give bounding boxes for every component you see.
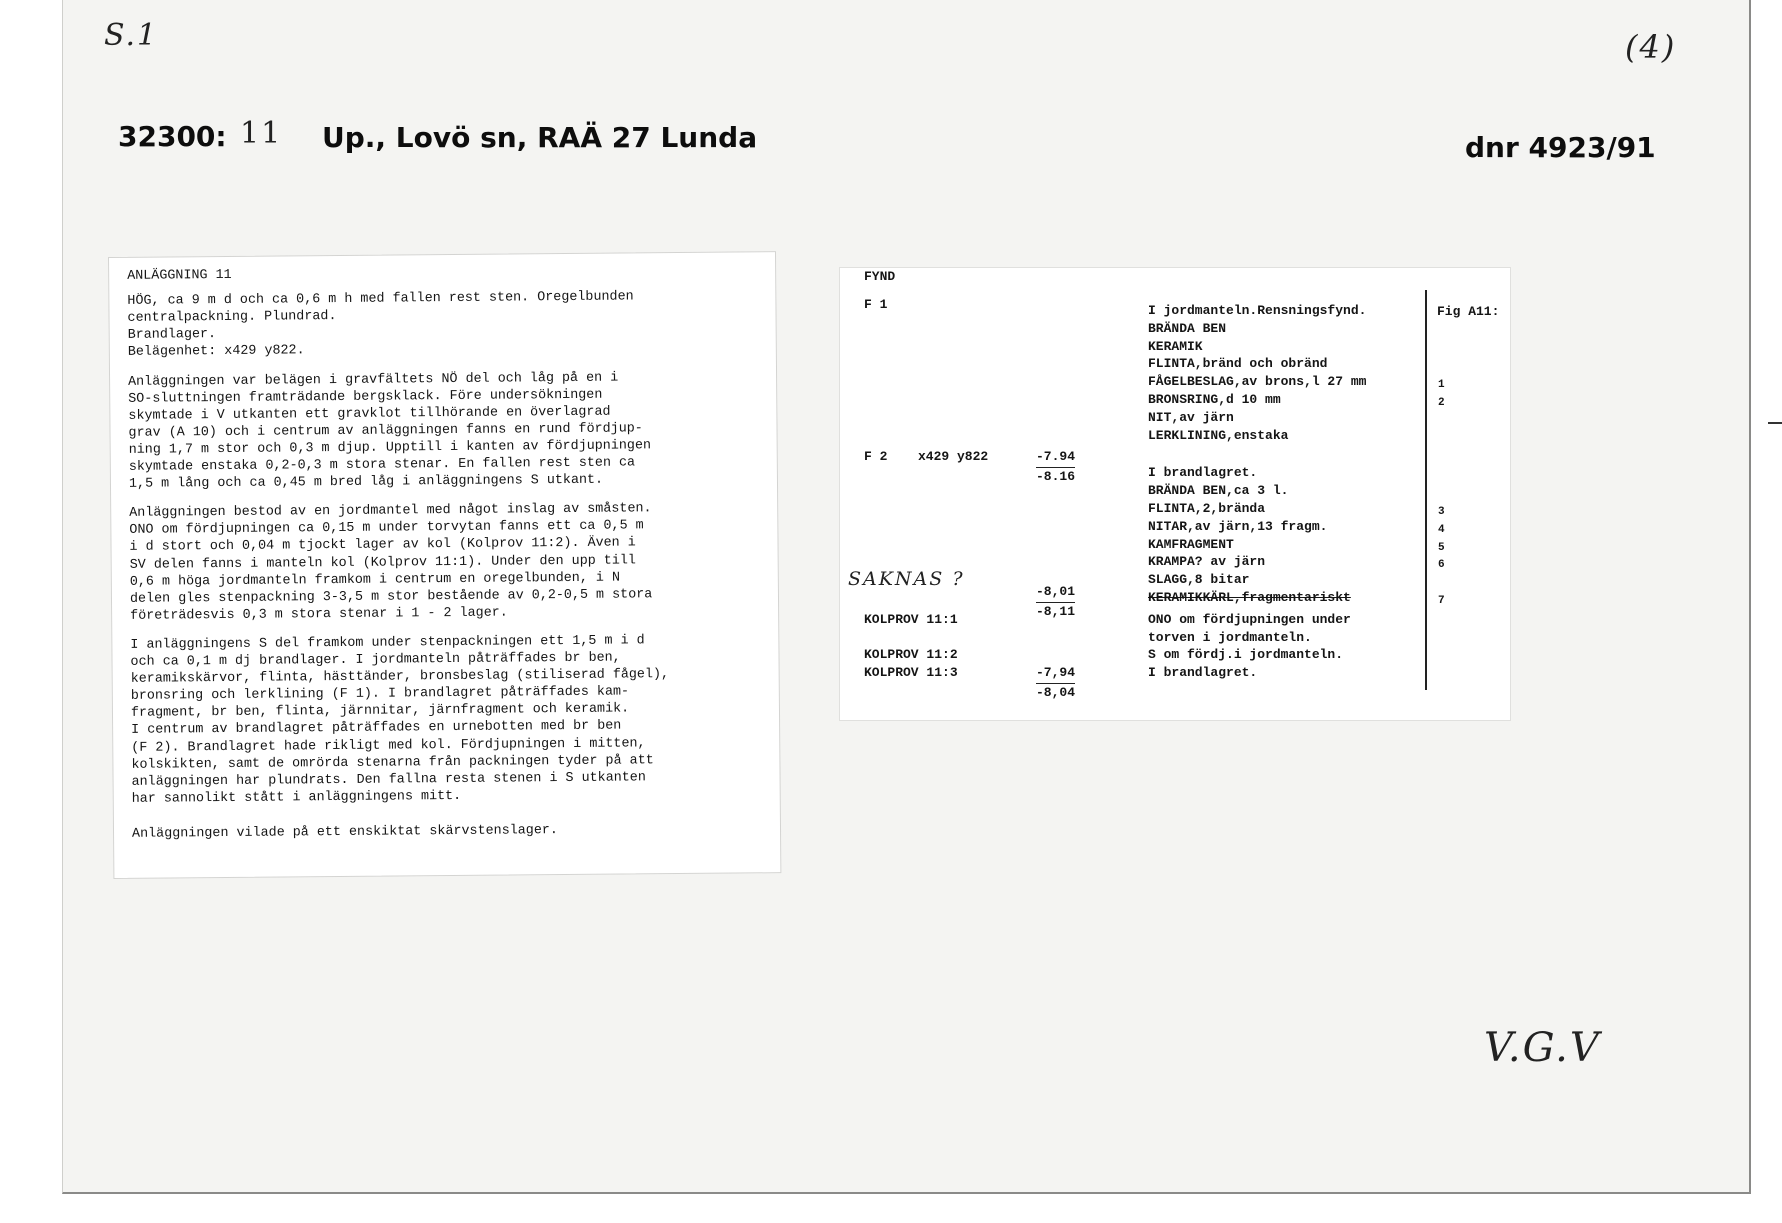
- sample-note: I brandlagret.: [1148, 665, 1258, 681]
- find-item: KAMFRAGMENT: [1148, 536, 1234, 552]
- depth-bottom: -8,04: [1036, 684, 1076, 700]
- description-line: fragment, br ben, flinta, järnnitar, järnfragment och keramik.: [130, 701, 630, 722]
- find-item: NITAR,av järn,13 fragm.: [1148, 518, 1328, 534]
- sample-label: KOLPROV 11:1: [864, 611, 958, 627]
- description-line: har sannolikt stått i anläggningens mitt.: [131, 788, 462, 807]
- description-line: Anläggningen vilade på ett enskiktat skärvstenslager.: [131, 822, 558, 842]
- description-line: I centrum av brandlagret påträffades en urnebotten med br ben: [131, 718, 622, 739]
- description-line: grav (A 10) och i centrum av anläggningen fanns en rund fördjup-: [128, 421, 643, 441]
- depth-top: -7,94: [1036, 664, 1075, 684]
- description-line: ning 1,7 m stor och 0,3 m djup. Upptill i kanten av fördjupningen: [128, 438, 652, 458]
- find-item: FLINTA,2,brända: [1148, 501, 1266, 516]
- handwritten-saknas-note: SAKNAS ?: [848, 568, 965, 590]
- description-line: anläggningen har plundrats. Den fallna resta stenen i S utkanten: [131, 770, 646, 790]
- find-coordinates: x429 y822: [918, 449, 989, 465]
- find-depth: [1036, 448, 1075, 486]
- fig-number: 3: [1438, 506, 1445, 518]
- depth-bottom: -8,11: [1036, 603, 1076, 619]
- description-line: ONO om fördjupningen ca 0,15 m under torvytan fanns ett ca 0,5 m: [129, 518, 644, 539]
- sample-label: KOLPROV 11:3: [864, 665, 958, 681]
- find-item: BRÄNDA BEN,ca 3 l.: [1148, 483, 1289, 499]
- fig-number: 5: [1438, 541, 1445, 554]
- description-line: 0,6 m höga jordmanteln framkom i centrum en oregelbunden, i N: [129, 570, 621, 590]
- description-line: HÖG, ca 9 m d och ca 0,6 m h med fallen rest sten. Oregelbunden: [127, 289, 634, 309]
- column-divider: [1425, 290, 1427, 690]
- find-label: F 2: [864, 449, 888, 465]
- sample-depth: [1036, 664, 1075, 702]
- fig-number: 4: [1438, 523, 1445, 536]
- fig-header: Fig A11:: [1437, 304, 1500, 319]
- fig-number: 6: [1438, 559, 1445, 572]
- find-item: BRÄNDA BEN: [1148, 320, 1227, 336]
- sample-note: ONO om fördjupningen under: [1148, 611, 1351, 627]
- description-line: (F 2). Brandlagret hade rikligt med kol. Fördjupningen i mitten,: [131, 735, 646, 756]
- finds-title: FYND: [864, 269, 896, 284]
- find-item: KERAMIKKÄRL,fragmentariskt: [1148, 590, 1351, 605]
- description-line: Belägenhet: x429 y822.: [127, 343, 305, 361]
- depth-bottom: -8.16: [1036, 469, 1076, 485]
- depth-top: -8,01: [1036, 583, 1075, 603]
- handwritten-page-number: S.1: [104, 18, 159, 53]
- find-item: KERAMIK: [1148, 338, 1203, 354]
- handwritten-signature: V.G.V: [1484, 1025, 1601, 1071]
- fig-number: 1: [1438, 379, 1445, 392]
- description-line: delen gles stenpackning 3-3,5 m stor bestående av 0,2-0,5 m stora: [129, 586, 653, 607]
- catalog-number: 32300:: [118, 120, 227, 153]
- find-item: I brandlagret.: [1148, 465, 1258, 481]
- description-line: kolskikten, samt de omrörda stenarna från packningen tyder på att: [131, 752, 654, 773]
- description-line: skymtade enstaka 0,2-0,3 m stora stenar. En fallen rest sten ca: [128, 455, 636, 475]
- description-line: och ca 0,1 m dj brandlager. I jordmanteln påträffades br ben,: [130, 650, 621, 670]
- find-item: I jordmanteln.Rensningsfynd.: [1148, 303, 1367, 318]
- fig-number: 2: [1438, 397, 1445, 409]
- finds-slip: [839, 267, 1511, 721]
- description-line: i d stort och 0,04 m tjockt lager av kol (Kolprov 11:2). Även i: [129, 535, 636, 556]
- depth-top: -7.94: [1036, 448, 1075, 468]
- description-slip: [108, 251, 781, 879]
- description-line: Brandlager.: [127, 327, 217, 344]
- description-line: keramikskärvor, flinta, hästtänder, bronsbeslag (stiliserad fågel),: [130, 667, 670, 687]
- registration-number: dnr 4923/91: [1465, 131, 1656, 164]
- description-heading: ANLÄGGNING 11: [127, 267, 232, 284]
- find-item: LERKLINING,enstaka: [1148, 427, 1289, 443]
- site-title: Up., Lovö sn, RAÄ 27 Lunda: [322, 121, 758, 154]
- description-line: skymtade i V utkanten ett gravklot tillhörande en överlagrad: [128, 404, 611, 424]
- fig-number: 7: [1438, 595, 1445, 607]
- description-line: bronsring och lerklining (F 1). I brandlagret påträffades kam-: [130, 684, 630, 705]
- sample-note: S om fördj.i jordmanteln.: [1148, 647, 1344, 663]
- sample-note: torven i jordmanteln.: [1148, 629, 1312, 645]
- description-line: I anläggningens S del framkom under stenpackningen ett 1,5 m i d: [130, 633, 645, 653]
- description-line: SV delen fanns i manteln kol (Kolprov 11:1). Under den upp till: [129, 552, 636, 573]
- catalog-subnumber: 11: [240, 116, 283, 151]
- find-item: FÅGELBESLAG,av brons,l 27 mm: [1148, 374, 1367, 390]
- find-item: SLAGG,8 bitar: [1148, 572, 1250, 588]
- find-item: KRAMPA? av järn: [1148, 554, 1266, 570]
- description-line: SO-sluttningen framträdande bergsklack. Före undersökningen: [128, 387, 603, 407]
- find-item: FLINTA,bränd och obränd: [1148, 356, 1328, 372]
- extra-depth: [1036, 583, 1075, 621]
- description-line: 1,5 m lång och ca 0,45 m bred låg i anläggningens S utkant.: [128, 472, 604, 492]
- description-line: Anläggningen var belägen i gravfältets NÖ del och låg på en i: [128, 370, 619, 390]
- find-item: BRONSRING,d 10 mm: [1148, 392, 1281, 407]
- handwritten-sheet-number: (4): [1625, 28, 1677, 66]
- edge-mark: [1768, 422, 1782, 424]
- sample-label: KOLPROV 11:2: [864, 647, 958, 663]
- find-item: NIT,av järn: [1148, 409, 1234, 425]
- description-line: företrädesvis 0,3 m stora stenar i 1 - 2 lager.: [130, 605, 508, 624]
- description-line: centralpackning. Plundrad.: [127, 309, 337, 327]
- find-label: F 1: [864, 297, 888, 312]
- description-line: Anläggningen bestod av en jordmantel med något inslag av småsten.: [129, 501, 652, 522]
